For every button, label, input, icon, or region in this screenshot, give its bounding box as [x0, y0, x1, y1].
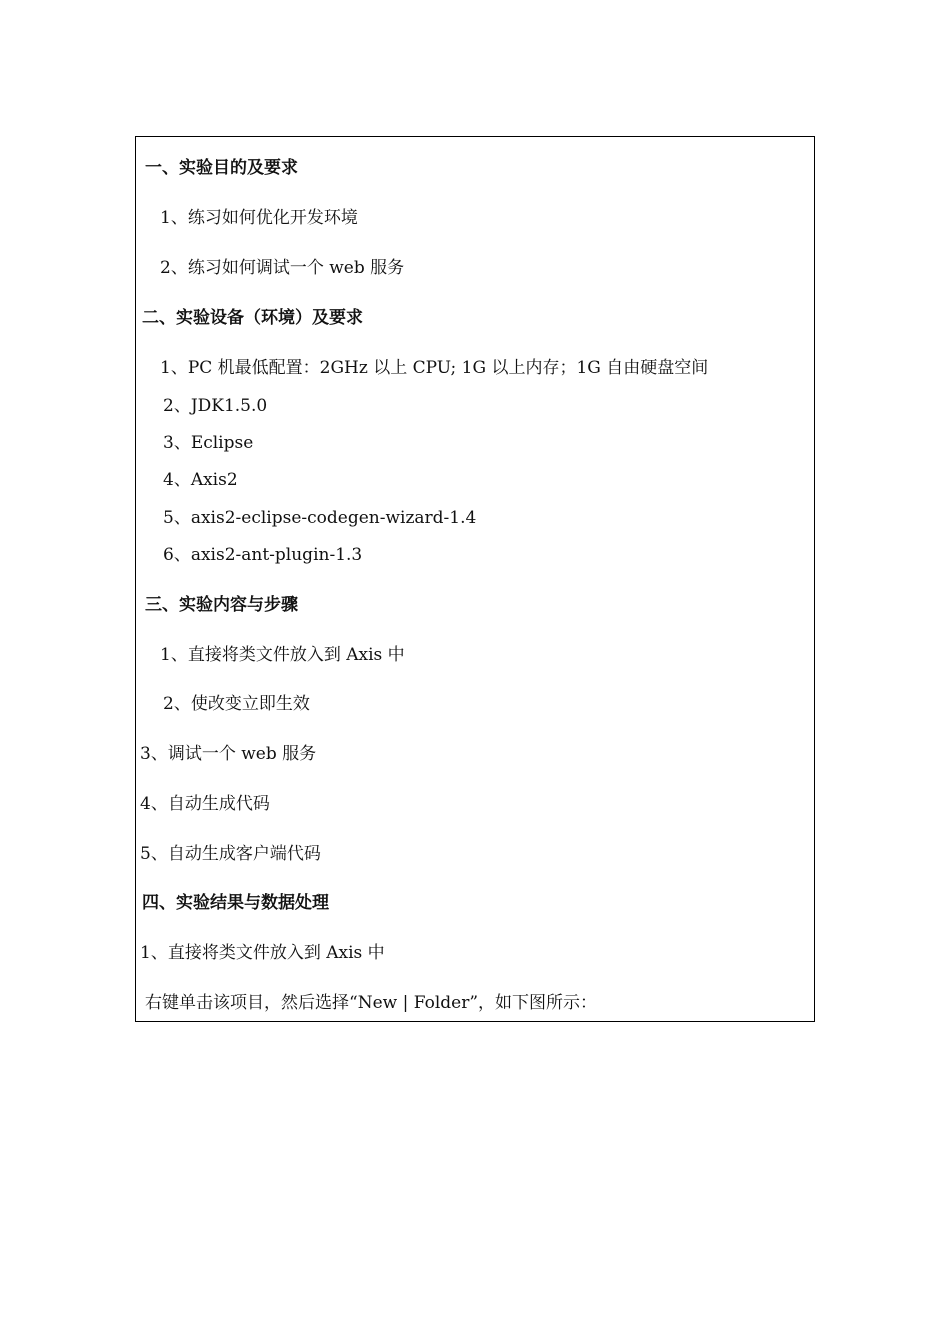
list-item: 2、JDK1.5.0	[163, 396, 268, 416]
list-item: 1、PC 机最低配置：2GHz 以上 CPU; 1G 以上内存；1G 自由硬盘空间	[160, 358, 709, 378]
list-item: 1、练习如何优化开发环境	[160, 208, 358, 228]
section-heading-environment: 二、实验设备（环境）及要求	[142, 308, 363, 328]
list-item: 1、直接将类文件放入到 Axis 中	[140, 943, 385, 963]
list-item: 4、自动生成代码	[140, 794, 270, 814]
list-item: 2、练习如何调试一个 web 服务	[160, 258, 405, 278]
section-heading-steps: 三、实验内容与步骤	[145, 595, 298, 615]
list-item: 3、调试一个 web 服务	[140, 744, 317, 764]
report-table-cell	[135, 136, 815, 1022]
section-heading-purpose: 一、实验目的及要求	[145, 158, 298, 178]
section-heading-results: 四、实验结果与数据处理	[142, 893, 329, 913]
list-item: 1、直接将类文件放入到 Axis 中	[160, 645, 405, 665]
list-item: 6、axis2-ant-plugin-1.3	[163, 545, 363, 565]
list-item: 2、使改变立即生效	[163, 694, 310, 714]
list-item: 5、axis2-eclipse-codegen-wizard-1.4	[163, 508, 477, 528]
list-item: 4、Axis2	[163, 470, 238, 490]
list-item: 5、自动生成客户端代码	[140, 844, 321, 864]
list-item: 3、Eclipse	[163, 433, 254, 453]
instruction-text: 右键单击该项目，然后选择“New | Folder”，如下图所示：	[145, 993, 598, 1013]
